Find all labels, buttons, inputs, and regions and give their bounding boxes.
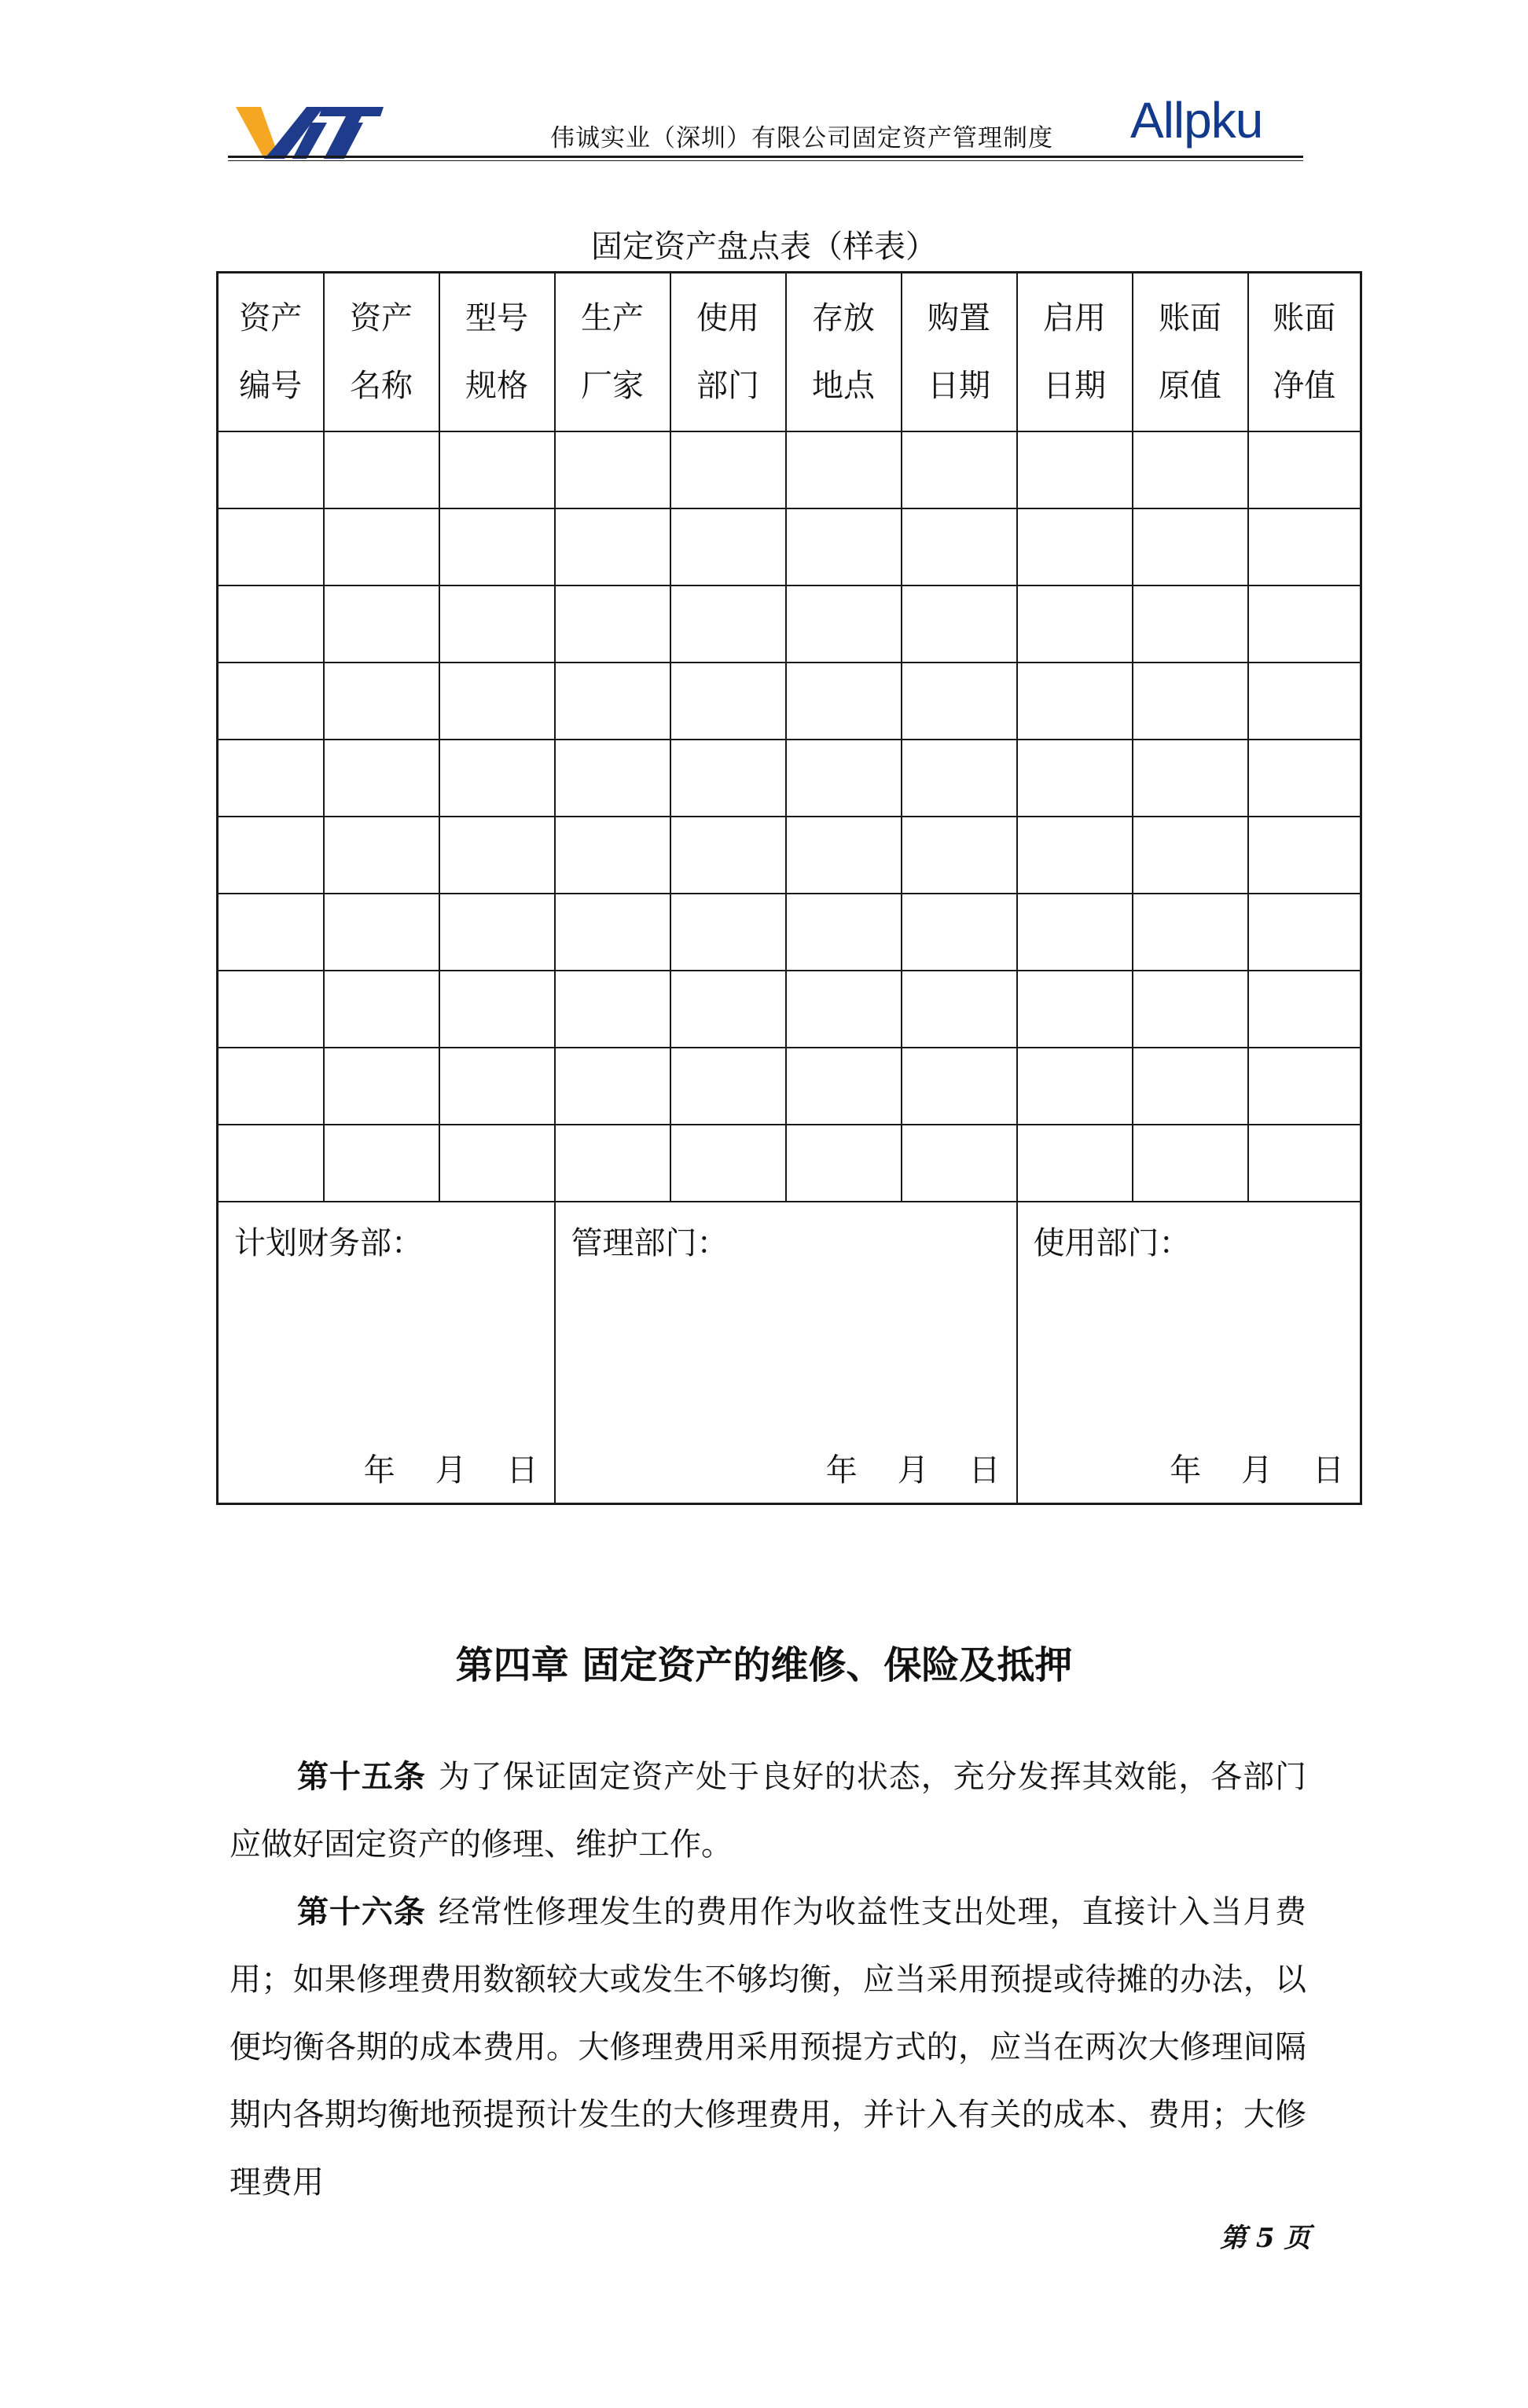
table-cell [1248,508,1361,585]
table-cell [670,431,786,508]
table-cell [555,1048,670,1125]
table-cell [902,971,1017,1048]
table-cell [1133,663,1248,740]
table-cell [670,971,786,1048]
table-cell [324,740,439,817]
table-cell [670,508,786,585]
table-cell [1133,1048,1248,1125]
table-cell [1133,585,1248,663]
table-cell [218,817,324,894]
table-cell [670,585,786,663]
table-cell [1017,585,1133,663]
table-cell [218,894,324,971]
signature-label: 管理部门： [571,1225,729,1261]
table-cell [555,971,670,1048]
table-cell [439,894,555,971]
table-cell [1017,971,1133,1048]
table-cell [1017,817,1133,894]
table-cell [670,817,786,894]
table-cell [670,663,786,740]
table-cell [786,508,902,585]
column-header: 启用 日期 [1017,273,1133,432]
column-header: 账面 净值 [1248,273,1361,432]
table-cell [902,663,1017,740]
table-cell [1133,1125,1248,1202]
table-cell [1017,431,1133,508]
table-cell [1248,1125,1361,1202]
table-cell [1017,663,1133,740]
table-cell [218,1125,324,1202]
signature-date: 年 月 日 [1170,1452,1344,1488]
table-cell [324,663,439,740]
signature-label: 计划财务部： [234,1225,423,1261]
table-cell [324,1048,439,1125]
table-cell [324,1125,439,1202]
table-cell [1248,1048,1361,1125]
signature-date: 年 月 日 [825,1452,1001,1488]
signature-row [218,1202,1361,1504]
table-cell [218,971,324,1048]
table-cell [555,1125,670,1202]
table-cell [1017,740,1133,817]
table-cell [902,508,1017,585]
column-header: 资产 编号 [218,273,324,432]
table-title: 固定资产盘点表（样表） [591,229,937,265]
table-header-row [218,273,1361,432]
table-cell [1017,508,1133,585]
column-header: 资产 名称 [324,273,439,432]
table-cell [1133,431,1248,508]
table-cell [1133,508,1248,585]
table-cell [902,1125,1017,1202]
table-cell [555,585,670,663]
table-cell [1248,971,1361,1048]
table-cell [218,1048,324,1125]
table-cell [1248,431,1361,508]
header-title: 伟诚实业（深圳）有限公司固定资产管理制度 [550,124,1053,152]
header-rule [228,156,1303,158]
table-cell [670,894,786,971]
table-row [218,817,1361,894]
table-cell [324,971,439,1048]
table-cell [902,894,1017,971]
inventory-table [216,271,1362,1505]
signature-cell-management [555,1202,1017,1504]
article-text: 经常性修理发生的费用作为收益性支出处理，直接计入当月费用；如果修理费用数额较大或发生不够均衡，应当采用预提或待摊的办法，以便均衡各期的成本费用。大修理费用采用预提方式的，应当在两次大修理间隔期内各期均衡地预提预计发生的大修理费用，并计入有关的成本、费用；大修理费用 [230,1894,1307,2201]
table-cell [555,508,670,585]
table-cell [786,971,902,1048]
table-cell [1133,894,1248,971]
table-cell [1248,894,1361,971]
column-header: 生产 厂家 [555,273,670,432]
table-cell [1017,1125,1133,1202]
table-cell [555,894,670,971]
table-cell [1248,585,1361,663]
table-row [218,508,1361,585]
table-cell [555,663,670,740]
table-cell [670,1125,786,1202]
allpku-logo: Allpku [1130,92,1263,149]
table-cell [1248,740,1361,817]
article-paragraph [230,1743,1306,1878]
table-cell [439,663,555,740]
table-cell [218,431,324,508]
table-cell [902,740,1017,817]
table-cell [218,585,324,663]
table-cell [786,1125,902,1202]
table-cell [555,431,670,508]
table-cell [786,585,902,663]
table-cell [555,740,670,817]
table-cell [439,971,555,1048]
header-rule-thin [228,160,1303,161]
table-cell [786,663,902,740]
signature-label: 使用部门： [1033,1225,1191,1261]
table-cell [439,1125,555,1202]
article-text: 为了保证固定资产处于良好的状态，充分发挥其效能，各部门应做好固定资产的修理、维护工作。 [230,1759,1307,1863]
table-cell [902,1048,1017,1125]
article-paragraph [230,1878,1306,2216]
table-cell [670,1048,786,1125]
table-cell [439,817,555,894]
table-cell [786,431,902,508]
table-cell [1248,663,1361,740]
column-header: 型号 规格 [439,273,555,432]
table-cell [1248,817,1361,894]
table-cell [1017,894,1133,971]
table-cell [670,740,786,817]
vitt-logo-icon [230,102,387,163]
table-row [218,663,1361,740]
table-cell [324,585,439,663]
table-cell [439,431,555,508]
table-cell [218,663,324,740]
column-header: 账面 原值 [1133,273,1248,432]
table-cell [439,508,555,585]
table-cell [902,585,1017,663]
signature-cell-finance [218,1202,555,1504]
article-heading: 第十五条 [297,1759,426,1795]
page-number: 第 5 页 [1220,2223,1311,2254]
table-row [218,585,1361,663]
signature-date: 年 月 日 [363,1452,538,1488]
table-cell [555,817,670,894]
table-cell [324,508,439,585]
table-cell [902,431,1017,508]
column-header: 购置 日期 [902,273,1017,432]
table-row [218,894,1361,971]
table-cell [439,740,555,817]
table-row [218,431,1361,508]
table-row [218,971,1361,1048]
table-cell [324,894,439,971]
table-cell [439,1048,555,1125]
column-header: 使用 部门 [670,273,786,432]
table-cell [439,585,555,663]
table-cell [1133,817,1248,894]
table-cell [1133,971,1248,1048]
table-row [218,740,1361,817]
table-cell [786,1048,902,1125]
column-header: 存放 地点 [786,273,902,432]
table-row [218,1048,1361,1125]
table-cell [1017,1048,1133,1125]
article-heading: 第十六条 [297,1894,426,1930]
signature-cell-user-dept [1017,1202,1361,1504]
chapter-title: 第四章 固定资产的维修、保险及抵押 [455,1643,1073,1687]
table-cell [786,740,902,817]
table-row [218,1125,1361,1202]
table-cell [786,894,902,971]
table-cell [902,817,1017,894]
table-cell [324,817,439,894]
table-cell [324,431,439,508]
table-cell [786,817,902,894]
table-cell [218,740,324,817]
table-cell [218,508,324,585]
table-cell [1133,740,1248,817]
